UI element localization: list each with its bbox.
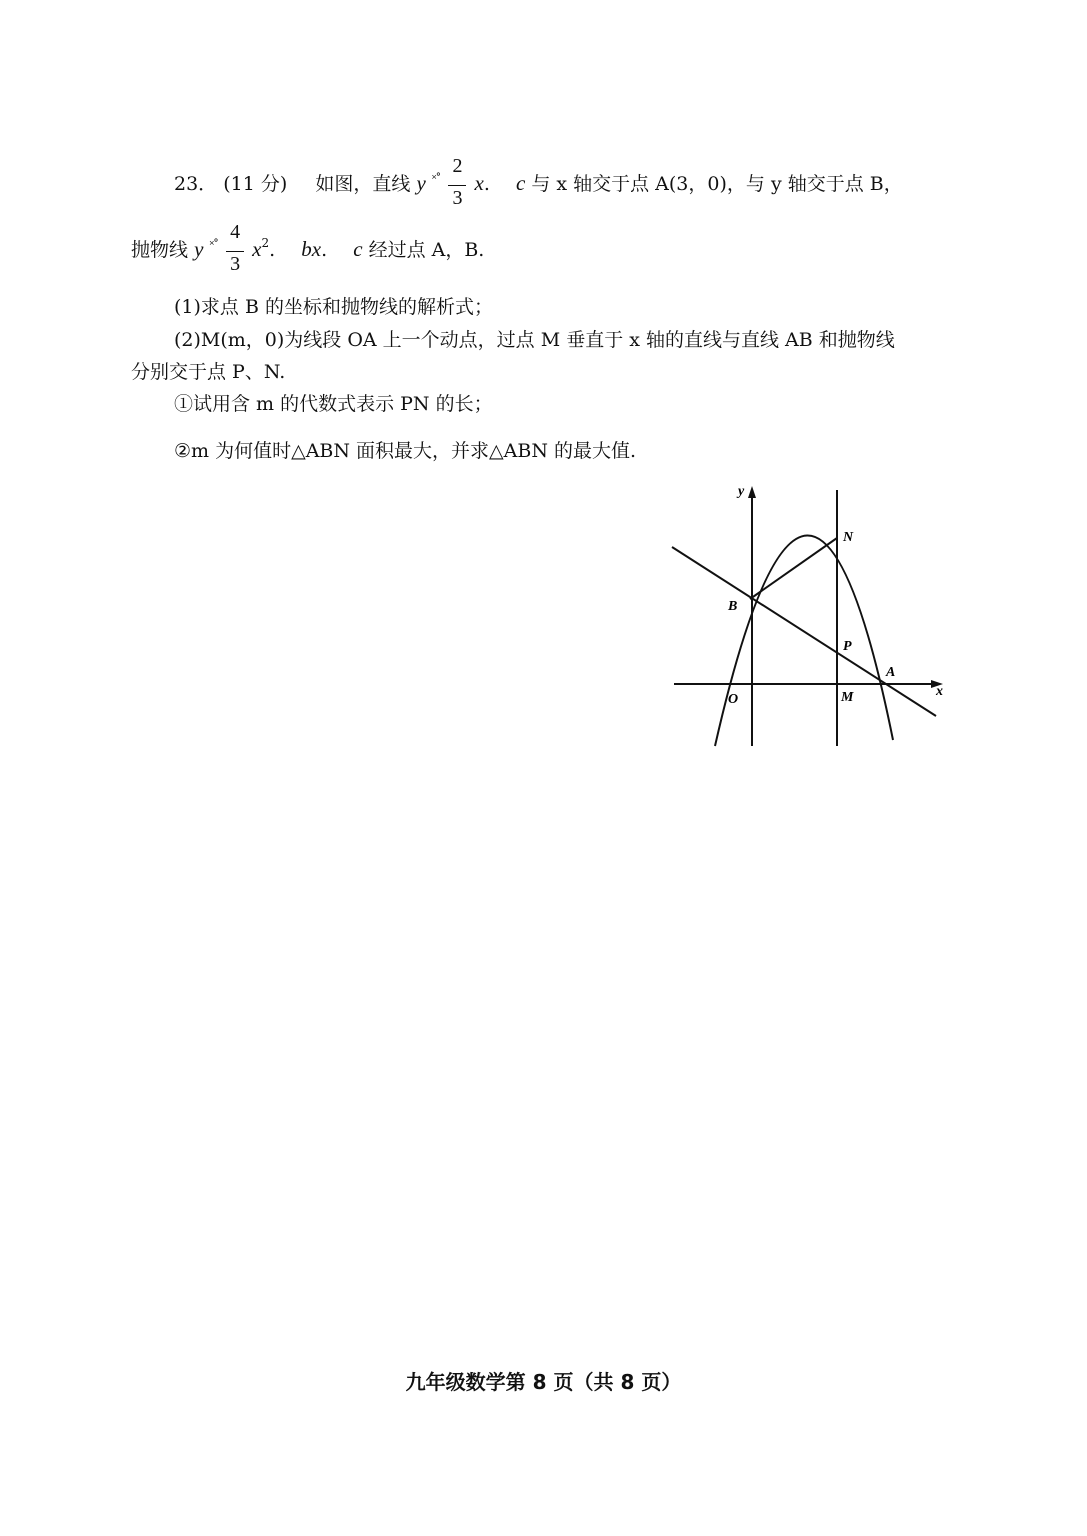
parabola-curve [715,535,896,746]
problem-points: (11 分) [223,173,288,195]
problem-line-1 [174,155,903,215]
problem-line-2 [131,221,484,281]
parabola-eq-exponent: 2 [261,236,270,250]
label-p: P [843,639,852,654]
fraction-bar [226,251,244,252]
label-b: B [728,599,738,614]
label-m: M [841,690,854,705]
question-2b: ②m 为何值时△ABN 面积最大，并求△ABN 的最大值. [174,440,637,462]
line-ab [672,547,936,716]
parabola-eq-y: y [194,237,204,261]
label-n: N [843,530,854,545]
page-footer: 九年级数学第 8 页（共 8 页） [405,1370,682,1394]
question-2-line-2: 分别交于点 P、N. [131,361,286,383]
parabola-eq-fraction [224,221,246,281]
parabola-eq-numerator: 4 [230,221,241,243]
label-x: x [936,684,943,699]
parabola-eq-dot: . [269,239,276,261]
geometry-figure [666,478,956,750]
question-2-line-1: (2)M(m，0)为线段 OA 上一个动点，过点 M 垂直于 x 轴的直线与直线 AB 和抛物线 [174,329,895,351]
intro-text-a: 如图，直线 [315,173,411,195]
label-a: A [886,665,896,680]
fraction-bar [448,185,466,186]
question-1: (1)求点 B 的坐标和抛物线的解析式； [174,296,493,318]
problem-number: 23． [174,173,218,195]
parabola-eq-c: c [353,237,363,261]
parabola-eq-dot2: . [321,239,328,261]
line-eq-y: y [416,171,426,195]
y-axis-arrow-icon [748,486,756,498]
question-2a: ①试用含 m 的代数式表示 PN 的长； [174,393,493,415]
parabola-eq-denominator: 3 [230,253,241,275]
line-eq-c: c [515,171,526,195]
parabola-eq-garbled-symbol: ˟˚ [209,238,219,252]
intro-text-b: 与 x 轴交于点 A(3，0)，与 y 轴交于点 B， [531,173,903,195]
line-eq-fraction [446,155,468,215]
line-eq-x: x [474,171,484,195]
line-eq-garbled-symbol: ˟˚ [431,172,441,186]
label-y: y [738,484,745,499]
parabola-eq-bx: bx [301,237,322,261]
line-eq-dot: . [483,173,490,195]
line-eq-denominator: 3 [452,187,463,209]
parabola-eq-x: x [252,237,262,261]
parabola-prefix: 抛物线 [131,239,189,261]
line-eq-numerator: 2 [452,155,463,177]
label-o: O [728,692,739,707]
segment-bn [750,538,837,599]
parabola-suffix: 经过点 A，B. [368,239,485,261]
